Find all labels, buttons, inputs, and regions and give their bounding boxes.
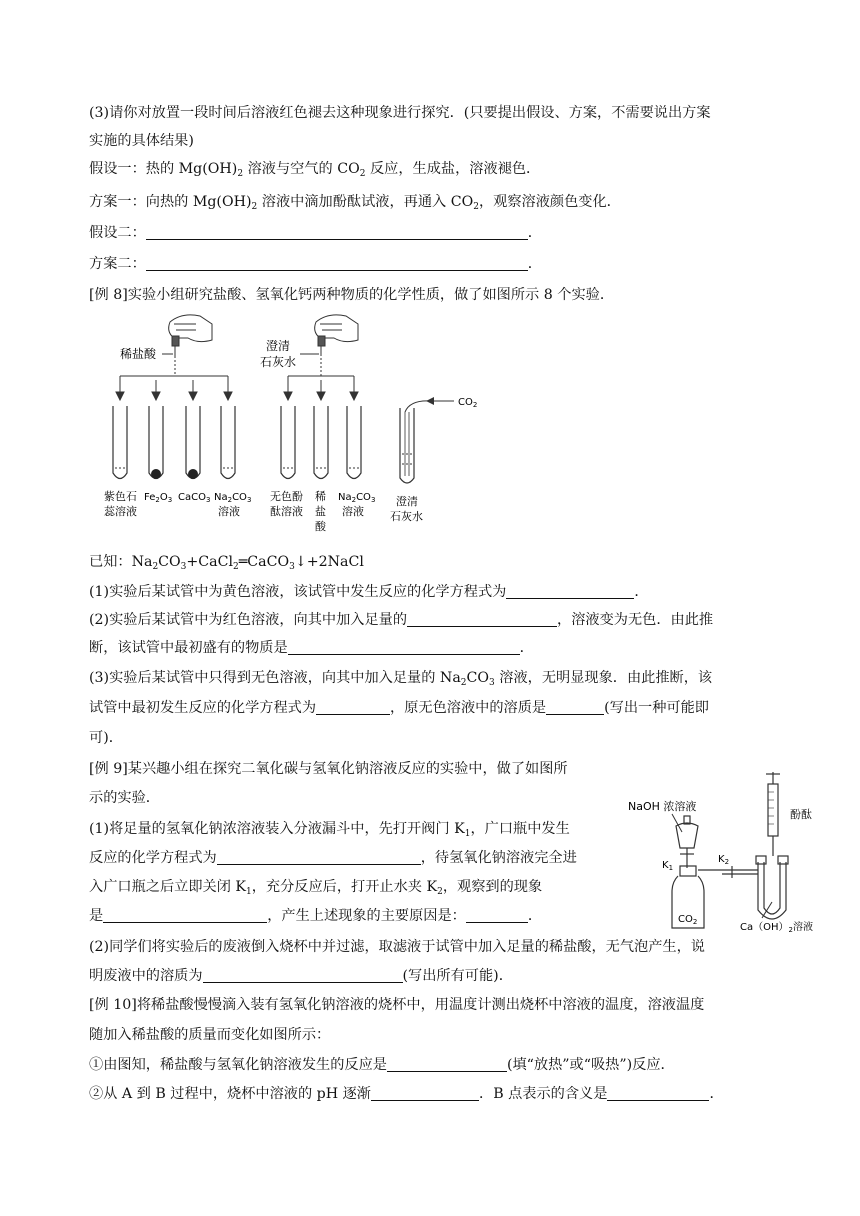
svg-text:酞溶液: 酞溶液 [270, 505, 303, 518]
plan-2: 方案二： ． [89, 256, 542, 272]
answer-blank[interactable] [288, 640, 520, 655]
co2-tube [400, 401, 430, 483]
answer-blank[interactable] [407, 612, 557, 627]
svg-text:澄清: 澄清 [266, 339, 291, 353]
svg-text:CO2: $CO_2$ [678, 914, 698, 926]
ex8-q3: (3)实验后某试管中只得到无色溶液，向其中加入足量的 $Na_2CO_3$ 溶液，无明显现象．由此推断，该 [89, 670, 713, 688]
ex10-q2: ②从 A 到 B 过程中，烧杯中溶液的 pH 逐渐 ．B 点表示的含义是 ． [89, 1086, 724, 1102]
svg-text:Na2CO3: $Na_2CO_3$ [338, 492, 376, 504]
svg-text:K2: $K_2$ [718, 854, 730, 866]
ex9-q1-cont2: 入广口瓶之后立即关闭 $K_1$，充分反应后，打开止水夹 $K_2$，观察到的现象 [89, 879, 543, 897]
connecting-tube [722, 866, 758, 878]
answer-blank[interactable] [217, 850, 421, 865]
svg-text:酚酞: 酚酞 [790, 808, 812, 821]
svg-text:稀盐酸: 稀盐酸 [120, 347, 157, 361]
svg-text:蕊溶液: 蕊溶液 [104, 505, 137, 518]
hypothesis-2: 假设二： ． [89, 225, 542, 241]
test-tube [149, 406, 163, 479]
svg-text:溶液: 溶液 [342, 505, 364, 518]
q3-line2: 实施的具体结果) [89, 133, 194, 149]
answer-blank[interactable] [387, 1057, 507, 1072]
svg-text:石灰水: 石灰水 [260, 355, 297, 369]
svg-text:澄清: 澄清 [396, 495, 418, 508]
separatory-funnel [676, 816, 698, 868]
ex8-q3-cont: 试管中最初发生反应的化学方程式为 ，原无色溶液中的溶质是 (写出一种可能即 [89, 700, 709, 716]
ex10-q1: ①由图知，稀盐酸与氢氧化钠溶液发生的反应是 (填“放热”或“吸热”)反应． [89, 1057, 675, 1073]
svg-text:酸: 酸 [315, 520, 326, 533]
answer-blank[interactable] [506, 584, 634, 599]
example-9-title: [例 9]某兴趣小组在探究二氧化碳与氢氧化钠溶液反应的实验中，做了如图所 [89, 761, 568, 777]
svg-text:Na2CO3: $Na_2CO_3$ [214, 492, 252, 504]
hypothesis-1: 假设一：热的 $Mg(OH)_2$ 溶液与空气的 $CO_2$ 反应，生成盐，溶液褪色． [89, 161, 541, 179]
svg-text:Ca（OH）2溶液: $Ca(OH)_2$溶液 [740, 922, 813, 934]
ex9-q2: (2)同学们将实验后的废液倒入烧杯中并过滤，取滤液于试管中加入足量的稀盐酸，无气泡产生，说 [89, 939, 705, 955]
svg-text:稀: 稀 [315, 490, 326, 503]
svg-text:K1: $K_1$ [662, 860, 674, 872]
ex8-q2: (2)实验后某试管中为红色溶液，向其中加入足量的 ，溶液变为无色．由此推 [89, 612, 714, 628]
ex9-line2: 示的实验． [89, 790, 160, 806]
answer-blank[interactable] [371, 1086, 479, 1101]
answer-blank[interactable] [316, 700, 390, 715]
ex9-q1-cont: 反应的化学方程式为 ，待氢氧化钠溶液完全进 [89, 850, 577, 866]
answer-blank[interactable] [103, 908, 267, 923]
ex9-q1-cont3: 是 ，产生上述现象的主要原因是： ． [89, 908, 543, 924]
svg-text:盐: 盐 [315, 505, 326, 518]
answer-blank[interactable] [607, 1086, 709, 1101]
svg-text:CO2: $CO_2$ [458, 397, 478, 409]
ex9-q1: (1)将足量的氢氧化钠浓溶液装入分液漏斗中，先打开阀门 $K_1$，广口瓶中发生 [89, 821, 570, 839]
answer-blank[interactable] [203, 968, 403, 983]
example-9-figure [622, 770, 822, 936]
u-tube [756, 856, 788, 919]
ex8-q3-end: 可)． [89, 730, 123, 746]
ex10-line2: 随加入稀盐酸的质量而变化如图所示： [89, 1027, 331, 1043]
ex8-q1: (1)实验后某试管中为黄色溶液，该试管中发生反应的化学方程式为 ． [89, 584, 649, 600]
example-8-title: [例 8]实验小组研究盐酸、氢氧化钙两种物质的化学性质，做了如图所示 8 个实验． [89, 287, 615, 303]
answer-blank[interactable] [546, 700, 604, 715]
syringe [766, 772, 780, 856]
answer-blank[interactable] [146, 225, 528, 240]
hand-dropper-2 [315, 315, 358, 356]
example-8-figure [100, 308, 490, 533]
answer-blank[interactable] [466, 908, 528, 923]
known-equation: 已知：$Na_2CO_3+CaCl_2═CaCO_3↓+2NaCl$ [89, 554, 364, 572]
svg-text:CaCO3: CaCO$_3$ [178, 492, 211, 504]
svg-text:紫色石: 紫色石 [104, 490, 137, 503]
svg-text:无色酚: 无色酚 [270, 490, 303, 503]
svg-text:Fe2O3: $Fe_2O_3$ [144, 492, 173, 504]
example-10-title: [例 10]将稀盐酸慢慢滴入装有氢氧化钠溶液的烧杯中，用温度计测出烧杯中溶液的温度，溶液温度 [89, 997, 705, 1013]
svg-text:石灰水: 石灰水 [390, 510, 423, 523]
test-tube [186, 406, 200, 479]
hand-dropper-1 [169, 315, 212, 358]
svg-text:NaOH 浓溶液: NaOH 浓溶液 [628, 800, 697, 813]
svg-text:溶液: 溶液 [218, 505, 240, 518]
plan-1: 方案一：向热的 $Mg(OH)_2$ 溶液中滴加酚酞试液，再通入 $CO_2$，观察溶液颜色变化． [89, 194, 621, 212]
q3-line1: (3)请你对放置一段时间后溶液红色褪去这种现象进行探究．(只要提出假设、方案，不需要说出方案 [89, 105, 711, 121]
ex9-q2-cont: 明废液中的溶质为 (写出所有可能)． [89, 968, 513, 984]
answer-blank[interactable] [146, 256, 528, 271]
ex8-q2-cont: 断，该试管中最初盛有的物质是 ． [89, 640, 534, 656]
